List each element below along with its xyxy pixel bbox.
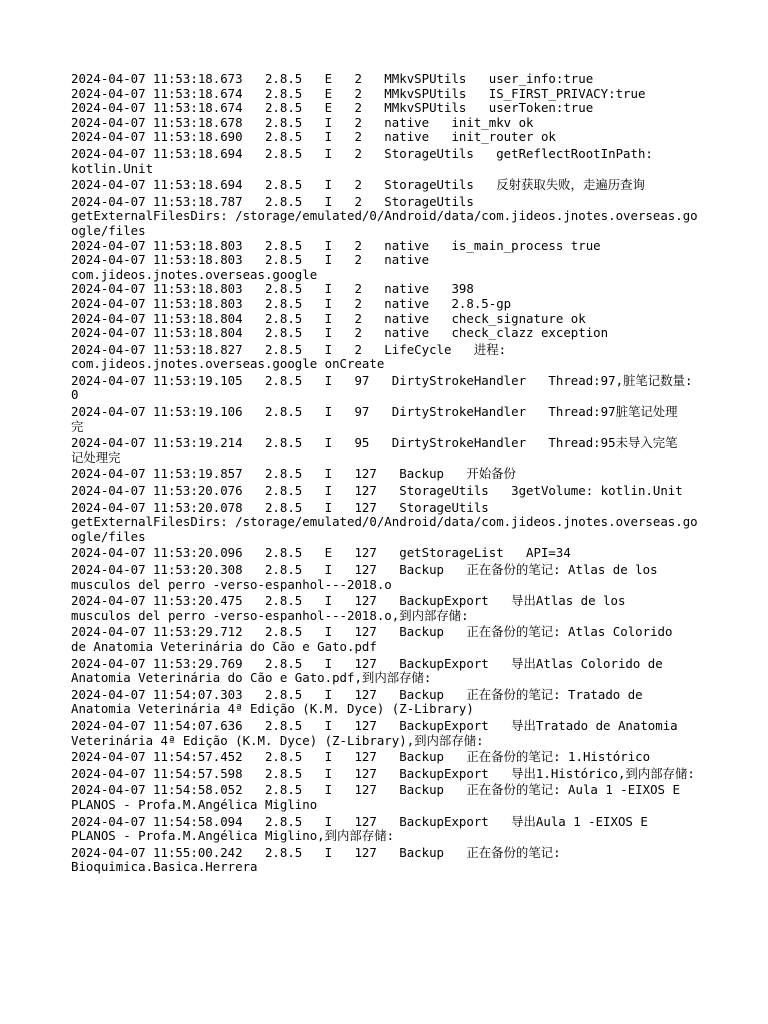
log-line: 2024-04-07 11:53:19.857 2.8.5 I 127 Backup 开始备份 <box>71 466 516 482</box>
log-line: 2024-04-07 11:53:20.096 2.8.5 E 127 getStorageList API=34 <box>71 545 571 561</box>
log-line: 2024-04-07 11:53:18.674 2.8.5 E 2 MMkvSPUtils IS_FIRST_PRIVACY:true <box>71 85 646 101</box>
log-line: 2024-04-07 11:54:58.052 2.8.5 I 127 Backup 正在备份的笔记: Aula 1 -EIXOS E PLANOS - Profa.M.Angélica Miglino <box>71 782 680 812</box>
log-line: 2024-04-07 11:55:00.242 2.8.5 I 127 Backup 正在备份的笔记: Bioquimica.Basica.Herrera <box>71 844 561 875</box>
log-line: 2024-04-07 11:54:57.598 2.8.5 I 127 BackupExport 导出1.Histórico,到内部存储: <box>71 765 695 781</box>
log-line: 2024-04-07 11:53:19.214 2.8.5 I 95 DirtyStrokeHandler Thread:95未导入完笔 记处理完 <box>71 435 678 465</box>
log-line: 2024-04-07 11:53:20.076 2.8.5 I 127 StorageUtils 3getVolume: kotlin.Unit <box>71 483 683 499</box>
log-line: 2024-04-07 11:53:18.804 2.8.5 I 2 native check_signature ok <box>71 310 586 326</box>
log-line: 2024-04-07 11:53:19.105 2.8.5 I 97 DirtyStrokeHandler Thread:97,脏笔记数量: 0 <box>71 372 693 403</box>
log-line: 2024-04-07 11:53:18.678 2.8.5 I 2 native init_mkv ok <box>71 114 534 130</box>
log-line: 2024-04-07 11:53:18.694 2.8.5 I 2 StorageUtils getReflectRootInPath: kotlin.Unit <box>71 145 653 176</box>
log-line: 2024-04-07 11:53:19.106 2.8.5 I 97 DirtyStrokeHandler Thread:97脏笔记处理 完 <box>71 404 678 434</box>
log-line: 2024-04-07 11:54:07.636 2.8.5 I 127 BackupExport 导出Tratado de Anatomia Veterinária 4ª Edição (K.M. Dyce) (Z-Library),到内部存储: <box>71 717 678 748</box>
log-line: 2024-04-07 11:53:20.308 2.8.5 I 127 Backup 正在备份的笔记: Atlas de los musculos del perro -verso-espanhol---2018.o <box>71 562 658 592</box>
log-line: 2024-04-07 11:53:18.803 2.8.5 I 2 native 2.8.5-gp <box>71 295 512 311</box>
log-line: 2024-04-07 11:54:57.452 2.8.5 I 127 Backup 正在备份的笔记: 1.Histórico <box>71 749 651 765</box>
log-line: 2024-04-07 11:53:18.803 2.8.5 I 2 native is_main_process true <box>71 237 601 253</box>
log-line: 2024-04-07 11:53:18.827 2.8.5 I 2 LifeCycle 进程: com.jideos.jnotes.overseas.google onCreate <box>71 341 507 372</box>
log-line: 2024-04-07 11:53:20.078 2.8.5 I 127 StorageUtils getExternalFilesDirs: /storage/emulated/0/Android/data/com.jideos.jnotes.overseas.google/files <box>71 499 698 544</box>
log-line: 2024-04-07 11:53:18.804 2.8.5 I 2 native check_clazz exception <box>71 325 609 341</box>
log-line: 2024-04-07 11:53:18.803 2.8.5 I 2 native com.jideos.jnotes.overseas.google <box>71 252 430 282</box>
log-line: 2024-04-07 11:53:18.803 2.8.5 I 2 native 398 <box>71 281 474 297</box>
log-line: 2024-04-07 11:53:18.694 2.8.5 I 2 StorageUtils 反射获取失败，走遍历查询 <box>71 177 645 193</box>
log-line: 2024-04-07 11:53:20.475 2.8.5 I 127 BackupExport 导出Atlas de los musculos del perro -verso-espanhol---2018.o,到内部存储: <box>71 593 626 623</box>
log-line: 2024-04-07 11:54:07.303 2.8.5 I 127 Backup 正在备份的笔记: Tratado de Anatomia Veterinária 4ª Edição (K.M. Dyce) (Z-Library) <box>71 686 643 717</box>
log-line: 2024-04-07 11:53:29.769 2.8.5 I 127 BackupExport 导出Atlas Colorido de Anatomia Veterinária do Cão e Gato.pdf,到内部存储: <box>71 655 663 686</box>
log-line: 2024-04-07 11:53:18.673 2.8.5 E 2 MMkvSPUtils user_info:true <box>71 71 594 86</box>
log-line: 2024-04-07 11:53:18.674 2.8.5 E 2 MMkvSPUtils userToken:true <box>71 100 594 116</box>
log-line: 2024-04-07 11:53:18.690 2.8.5 I 2 native init_router ok <box>71 129 556 145</box>
log-line: 2024-04-07 11:53:29.712 2.8.5 I 127 Backup 正在备份的笔记: Atlas Colorido de Anatomia Veterinária do Cão e Gato.pdf <box>71 624 673 654</box>
log-text <box>71 72 699 877</box>
log-line: 2024-04-07 11:53:18.787 2.8.5 I 2 StorageUtils getExternalFilesDirs: /storage/emulated/0/Android/data/com.jideos.jnotes.overseas.google/files <box>71 193 698 238</box>
log-line: 2024-04-07 11:54:58.094 2.8.5 I 127 BackupExport 导出Aula 1 -EIXOS E PLANOS - Profa.M.Angélica Miglino,到内部存储: <box>71 813 648 844</box>
